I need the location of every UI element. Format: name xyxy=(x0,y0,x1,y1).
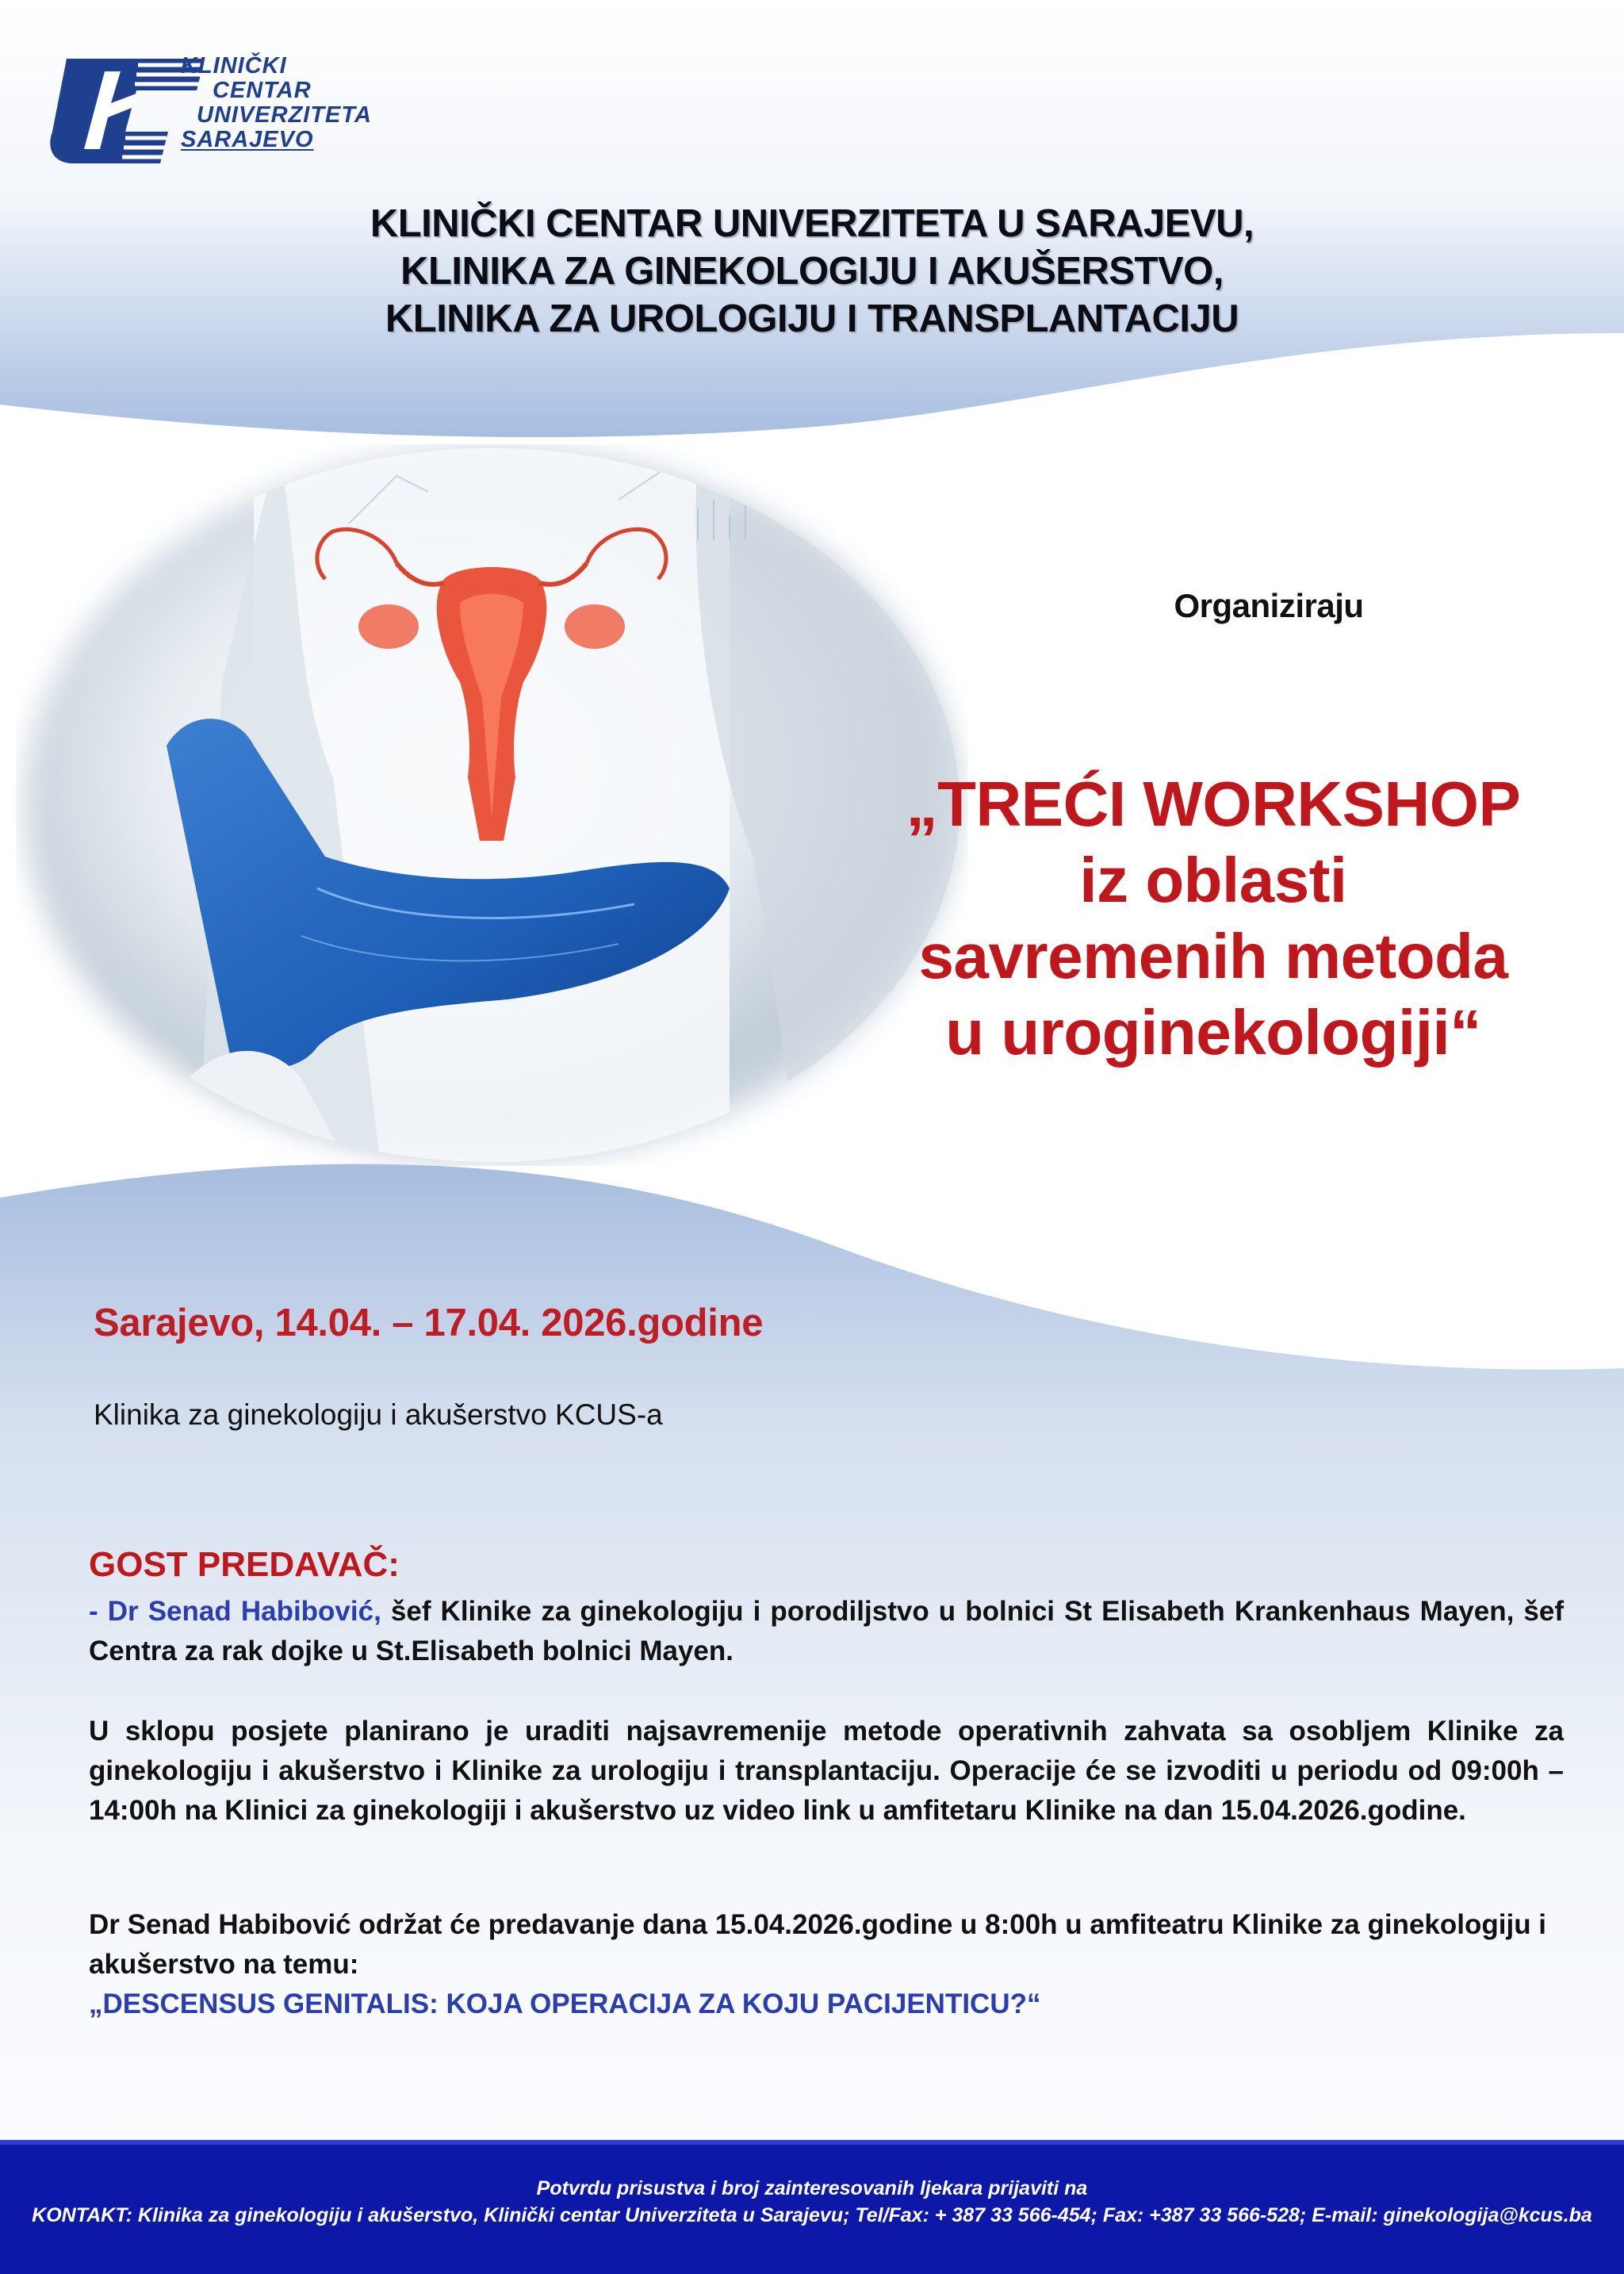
header-line-2: KLINIKA ZA GINEKOLOGIJU I AKUŠERSTVO, xyxy=(400,250,1224,293)
institution-header xyxy=(0,200,1624,343)
event-dates: Sarajevo, 14.04. – 17.04. 2026.godine xyxy=(94,1302,764,1344)
title-line-3: savremenih metoda xyxy=(918,921,1508,991)
logo-line-1: KLINIČKI xyxy=(181,53,287,79)
guest-speaker-heading: GOST PREDAVAČ: xyxy=(89,1545,400,1584)
uterus-hologram-over-gloved-hand-icon xyxy=(16,444,967,1166)
lecture-paragraph xyxy=(89,1905,1564,2024)
header-line-1: KLINIČKI CENTAR UNIVERZITETA U SARAJEVU, xyxy=(370,202,1254,245)
logo-line-2: CENTAR xyxy=(213,78,312,103)
title-line-2: iz oblasti xyxy=(1079,845,1347,915)
event-venue: Klinika za ginekologiju i akušerstvo KCUS-a xyxy=(94,1398,663,1431)
logo-line-4: SARAJEVO xyxy=(181,127,314,152)
footer-line-1: Potvrdu prisustva i broj zainteresovanih ljekara prijaviti na xyxy=(536,2177,1088,2199)
guest-speaker-name: - Dr Senad Habibović, xyxy=(89,1596,381,1627)
title-line-4: u uroginekologiji“ xyxy=(945,997,1481,1068)
lecture-topic: „DESCENSUS GENITALIS: KOJA OPERACIJA ZA KOJU PACIJENTICU?“ xyxy=(89,1988,1041,2019)
guest-speaker-description: šef Klinike za ginekologiju i porodiljstvo u bolnici St Elisabeth Krankenhaus Mayen, šef Centra za rak dojke u St.Elisabeth bolnici Mayen. xyxy=(89,1596,1564,1666)
lecture-text: Dr Senad Habibović održat će predavanje dana 15.04.2026.godine u 8:00h u amfiteatru Klinike za ginekologiju i akušerstvo na temu: xyxy=(89,1909,1547,1980)
title-line-1: „TREĆI WORKSHOP xyxy=(906,769,1521,839)
contact-footer xyxy=(0,2175,1624,2229)
guest-speaker-paragraph xyxy=(89,1592,1564,1671)
workshop-title xyxy=(856,766,1570,1071)
footer-line-2: KONTAKT: Klinika za ginekologiju i akušerstvo, Klinički centar Univerziteta u Sarajevu; Tel/Fax: + 387 33 566-454; Fax: +387 33 566-528; E-mail: ginekologija@kcus.ba xyxy=(32,2204,1592,2226)
organiziraju-label: Organiziraju xyxy=(1174,587,1364,624)
header-line-3: KLINIKA ZA UROLOGIJU I TRANSPLANTACIJU xyxy=(385,297,1239,340)
visit-paragraph: U sklopu posjete planirano je uraditi najsavremenije metode operativnih zahvata sa osobljem Klinike za ginekologiju i akušerstvo i Klinike za urologiju i transplantaciju. Operacije će se izvoditi u periodu od 09:00h – 14:00h na Klinici za ginekologiji i akušerstvo uz video link u amfitetaru Klinike na dan 15.04.2026.godine. xyxy=(89,1716,1564,1826)
logo-wordmark xyxy=(181,54,372,152)
logo-line-3: UNIVERZITETA xyxy=(197,102,372,128)
